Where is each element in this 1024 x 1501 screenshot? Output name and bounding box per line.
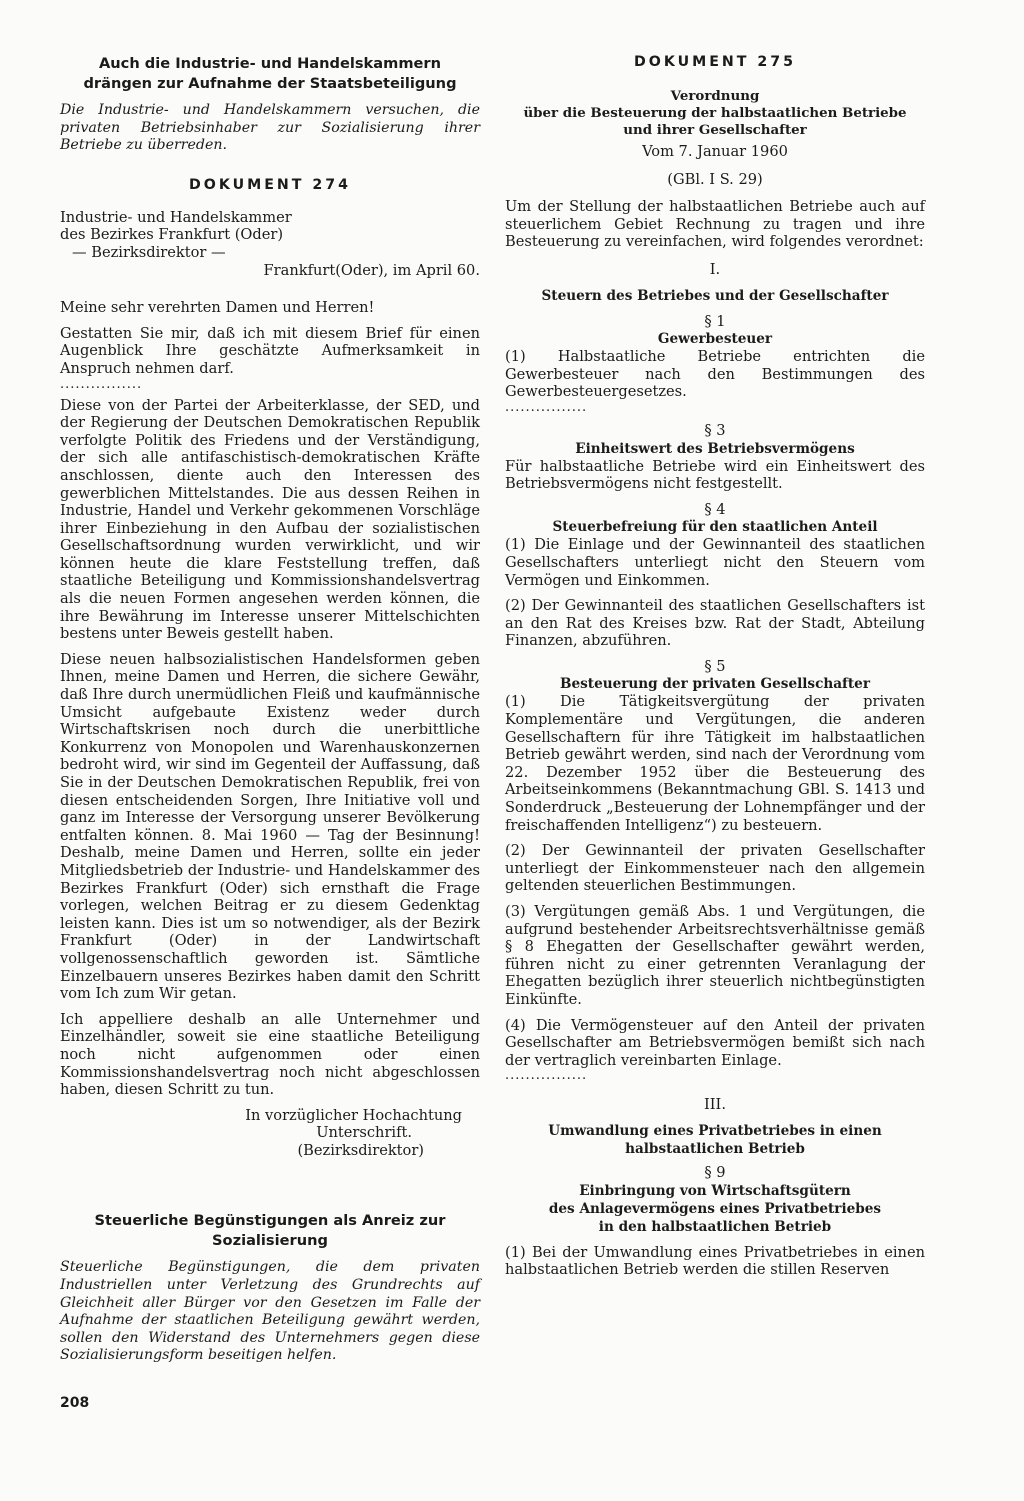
heading-line: drängen zur Aufnahme der Staatsbeteiligung: [83, 75, 457, 92]
salutation: Meine sehr verehrten Damen und Herren!: [60, 299, 375, 317]
heading-line: Steuerliche Begünstigungen als Anreiz zur: [94, 1212, 446, 1230]
paragraph: Gestatten Sie mir, daß ich mit diesem Brief für einen Augenblick Ihre geschätzte Aufmerksamkeit in Anspruch nehmen darf.: [60, 324, 480, 377]
left-column: [60, 54, 480, 1387]
title-line: halbstaatlichen Betrieb: [625, 1140, 805, 1157]
closing-line: Unterschrift.: [316, 1124, 412, 1142]
closing-line: (Bezirksdirektor): [297, 1141, 424, 1159]
paragraph: (1) Halbstaatliche Betriebe entrichten die Gewerbesteuer nach den Bestimmungen des Gewerbesteuergesetzes.: [505, 348, 925, 401]
dateline: Frankfurt(Oder), im April 60.: [263, 261, 480, 279]
paragraph: (2) Der Gewinnanteil des staatlichen Gesellschafters ist an den Rat des Kreises bzw. Rat der Stadt, Abteilung Finanzen, abzuführen.: [505, 597, 925, 650]
title-line: in den halbstaatlichen Betrieb: [598, 1218, 832, 1235]
section-title: Steuerbefreiung für den staatlichen Anteil: [552, 519, 878, 536]
document-label-275: DOKUMENT 275: [633, 54, 797, 70]
paragraph: Diese neuen halbsozialistischen Handelsformen geben Ihnen, meine Damen und Herren, die sichere Gewähr, daß Ihre durch unermüdlichen Fleiß und kaufmännische Umsicht aufgebaute Existenz weder durch Wirtschaftskrisen noch durch die unerbittliche Konkurrenz von Monopolen und Warenhauskonzernen bedroht wird, wir sind im Gegenteil der Auffassung, daß Sie in der Deutschen Demokratischen Republik, frei von diesen entscheidenden Sorgen, Ihre Initiative voll und ganz im Interesse der Versorgung unserer Bevölkerung entfalten können. 8. Mai 1960 — Tag der Besinnung! Deshalb, meine Damen und Herren, sollte ein jeder Mitgliedsbetrieb der Industrie- und Handelskammer des Bezirkes Frankfurt (Oder) sich ernsthaft die Frage vorlegen, welchen Beitrag er zu diesem Gedenktag leisten kann. Dies ist um so notwendiger, als der Bezirk Frankfurt (Oder) in der Landwirtschaft vollgenossenschaftlich geworden ist. Sämtliche Einzelbauern unseres Bezirkes haben damit den Schritt vom Ich zum Wir getan.: [60, 650, 480, 1003]
part-number: I.: [709, 260, 721, 278]
part-title: Steuern des Betriebes und der Gesellschafter: [541, 287, 889, 304]
heading-line: Sozialisierung: [212, 1232, 328, 1250]
title-line: Einbringung von Wirtschaftsgütern: [579, 1182, 851, 1199]
section-title: Besteuerung der privaten Gesellschafter: [560, 676, 870, 693]
ellipsis-dots: ................: [505, 1068, 588, 1084]
section-number: § 9: [704, 1163, 726, 1181]
title-line: Verordnung: [670, 88, 760, 104]
paragraph: (1) Die Einlage und der Gewinnanteil des staatlichen Gesellschafters unterliegt nicht den Steuern vom Vermögen und Einkommen.: [505, 536, 925, 589]
right-column: [505, 54, 925, 1279]
lead-text-2: Steuerliche Begünstigungen, die dem privaten Industriellen unter Verletzung des Grundrechts auf Gleichheit aller Bürger vor den Gesetzen im Falle der Aufnahme der staatlichen Beteiligung gewährt werden, sollen den Widerstand des Unternehmers gegen diese Sozialisierungsform beseitigen helfen.: [60, 1259, 480, 1364]
page-number: 208: [60, 1395, 90, 1411]
title-line: des Anlagevermögens eines Privatbetriebes: [548, 1200, 882, 1217]
paragraph: (3) Vergütungen gemäß Abs. 1 und Vergütungen, die aufgrund bestehender Arbeitsrechtsverhältnisse gemäß § 8 Ehegatten der Gesellschafter gewährt werden, führen nicht zu einer getrennten Veranlagung der Ehegatten bezüglich ihrer steuerlich nichtbegünstigten Einkünfte.: [505, 903, 925, 1008]
document-label-274: DOKUMENT 274: [188, 176, 352, 193]
section-number: § 4: [704, 500, 726, 518]
heading-line: Auch die Industrie- und Handelskammern: [98, 55, 442, 72]
section-number: § 5: [704, 657, 726, 675]
ellipsis-dots: ................: [505, 399, 588, 415]
ordinance-title: [505, 88, 925, 139]
paragraph: (1) Bei der Umwandlung eines Privatbetriebes in einen halbstaatlichen Betrieb werden die stillen Reserven: [505, 1243, 925, 1279]
sender-line: des Bezirkes Frankfurt (Oder): [60, 226, 284, 244]
closing-line: In vorzüglicher Hochachtung: [245, 1106, 462, 1124]
paragraph: Für halbstaatliche Betriebe wird ein Einheitswert des Betriebsvermögens nicht festgestellt.: [505, 457, 925, 493]
section-heading-1: [60, 54, 480, 94]
section-heading-2: [60, 1211, 480, 1251]
paragraph: (4) Die Vermögensteuer auf den Anteil der privaten Gesellschafter am Betriebsvermögen bemißt sich nach der vertraglich vereinbarten Einlage.: [505, 1016, 925, 1069]
section-number: § 3: [704, 421, 726, 439]
paragraph: Diese von der Partei der Arbeiterklasse, der SED, und der Regierung der Deutschen Demokratischen Republik verfolgte Politik des Friedens und der Verständigung, der sich alle antifaschistisch-demokratischen Kräfte anschlossen, diente auch den Interessen des gewerblichen Mittelstandes. Die aus dessen Reihen in Industrie, Handel und Verkehr gekommenen Vorschläge ihrer Einbeziehung in den Aufbau der sozialistischen Gesellschaftsordnung wurden verwirklicht, und wir können heute die klare Feststellung treffen, daß staatliche Beteiligung und Kommissionshandelsvertrag als die neuen Formen angesehen werden können, die ihre Bewährung im Interesse unserer Mittelschichten bestens unter Beweis gestellt haben.: [60, 396, 480, 643]
section-title: [505, 1182, 925, 1236]
title-line: Umwandlung eines Privatbetriebes in einen: [548, 1122, 882, 1139]
sender-line: — Bezirksdirektor —: [72, 243, 226, 261]
ellipsis-dots: ................: [60, 376, 143, 392]
title-line: und ihrer Gesellschafter: [623, 122, 807, 138]
ordinance-date: Vom 7. Januar 1960: [642, 143, 788, 160]
part-number: III.: [704, 1096, 726, 1114]
section-title: Gewerbesteuer: [657, 331, 773, 348]
paragraph: (1) Die Tätigkeitsvergütung der privaten Komplementäre und Vergütungen, die anderen Gesellschaftern für ihre Tätigkeit im halbstaatlichen Betrieb gewährt werden, sind nach der Verordnung vom 22. Dezember 1952 über die Besteuerung des Arbeitseinkommens (Bekanntmachung GBl. S. 1413 und Sonderdruck „Besteuerung der Lohnempfänger und der freischaffenden Intelligenz“) zu besteuern.: [505, 693, 925, 834]
part-title: [505, 1122, 925, 1158]
gazette-reference: (GBl. I S. 29): [667, 170, 763, 188]
sender-line: Industrie- und Handelskammer: [60, 208, 292, 226]
lead-text-1: Die Industrie- und Handelskammern versuchen, die privaten Betriebsinhaber zur Sozialisierung ihrer Betriebe zu überreden.: [60, 102, 480, 154]
section-number: § 1: [704, 312, 726, 330]
title-line: über die Besteuerung der halbstaatlichen Betriebe: [523, 105, 907, 121]
paragraph: Ich appelliere deshalb an alle Unternehmer und Einzelhändler, soweit sie eine staatliche Beteiligung noch nicht aufgenommen oder einen Kommissionshandelsvertrag noch nicht abgeschlossen haben, diesen Schritt zu tun.: [60, 1010, 480, 1099]
section-title: Einheitswert des Betriebsvermögens: [575, 440, 855, 457]
preamble: Um der Stellung der halbstaatlichen Betriebe auch auf steuerlichem Gebiet Rechnung zu tragen und ihre Besteuerung zu vereinfachen, wird folgendes verordnet:: [505, 198, 925, 251]
paragraph: (2) Der Gewinnanteil der privaten Gesellschafter unterliegt der Einkommensteuer nach den allgemein geltenden steuerlichen Bestimmungen.: [505, 842, 925, 895]
